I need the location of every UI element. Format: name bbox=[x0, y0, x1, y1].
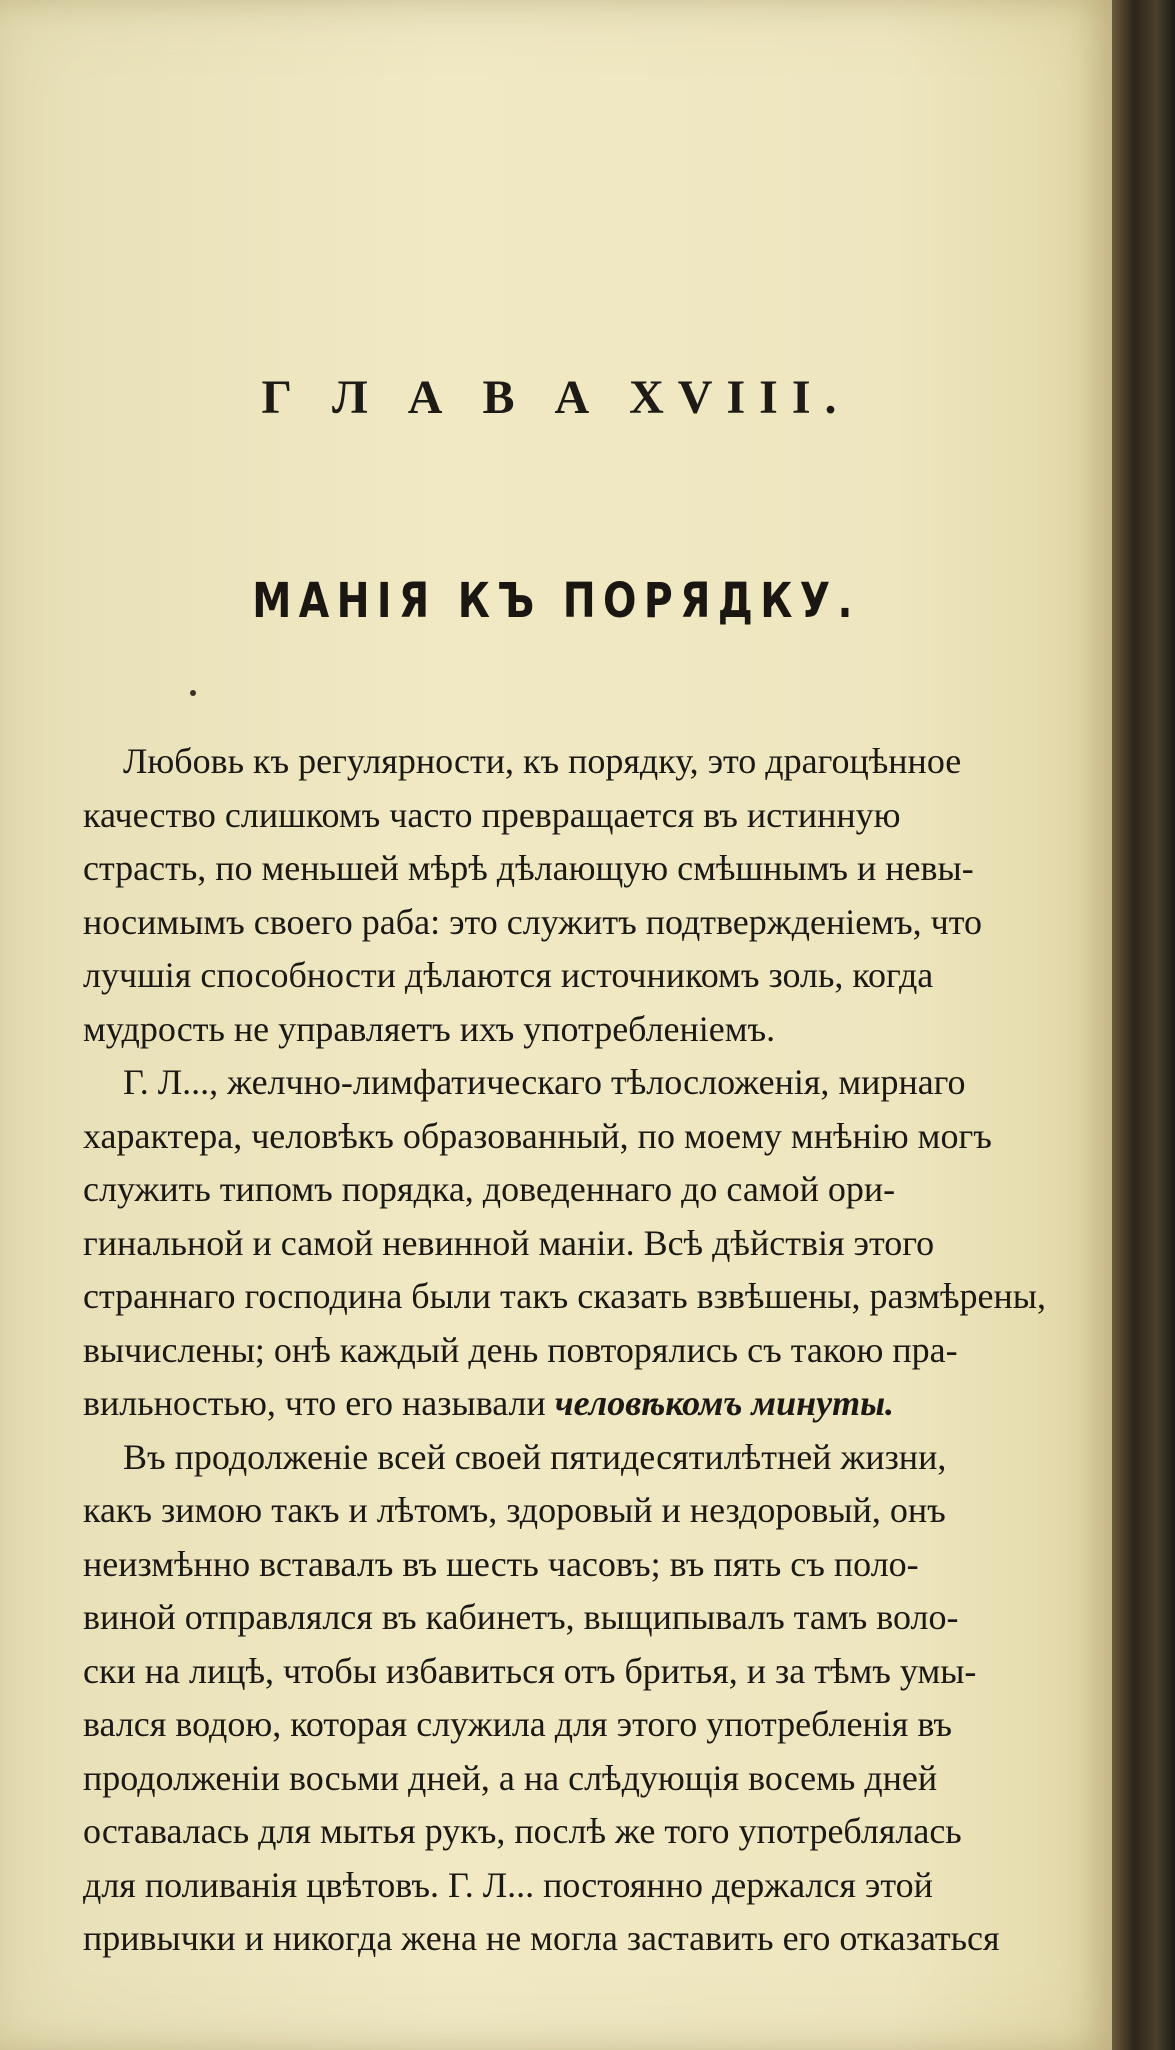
body-text bbox=[83, 735, 1112, 1966]
italic-phrase: человѣкомъ минуты. bbox=[554, 1383, 895, 1423]
text-line: Любовь къ регулярности, къ порядку, это драгоцѣнное bbox=[123, 741, 962, 781]
page-edge bbox=[1112, 0, 1175, 2050]
text-line: продолженіи восьми дней, а на слѣдующія восемь дней bbox=[83, 1757, 938, 1798]
text-line: неизмѣнно вставалъ въ шесть часовъ; въ пять съ поло- bbox=[83, 1543, 919, 1584]
text-line: вычислены; онѣ каждый день повторялись съ такою пра- bbox=[83, 1329, 958, 1370]
text-line: какъ зимою такъ и лѣтомъ, здоровый и нездоровый, онъ bbox=[83, 1490, 946, 1530]
text-line: для поливанія цвѣтовъ. Г. Л... постоянно держался этой bbox=[83, 1864, 933, 1905]
text-line: страннаго господина были такъ сказать взвѣшены, размѣрены, bbox=[83, 1276, 1046, 1316]
ink-speck bbox=[190, 690, 196, 696]
text-line: служить типомъ порядка, доведеннаго до самой ори- bbox=[83, 1169, 896, 1209]
text-line-with-italic bbox=[83, 1377, 1112, 1431]
text-line: виной отправлялся въ кабинетъ, выщипывалъ тамъ воло- bbox=[83, 1597, 959, 1637]
text-segment: вильностью, что его называли bbox=[83, 1383, 546, 1423]
text-line: характера, человѣкъ образованный, по моему мнѣнію могъ bbox=[83, 1115, 992, 1156]
chapter-title: МАНІЯ КЪ ПОРЯДКУ. bbox=[252, 573, 860, 629]
text-line: страсть, по меньшей мѣрѣ дѣлающую смѣшнымъ и невы- bbox=[83, 848, 974, 888]
text-line: оставалась для мытья рукъ, послѣ же того употреблялась bbox=[83, 1811, 962, 1851]
text-line: Въ продолженіе всей своей пятидесятилѣтней жизни, bbox=[123, 1436, 947, 1477]
text-line: вался водою, которая служила для этого употребленія въ bbox=[83, 1704, 953, 1744]
text-line: мудрость не управляетъ ихъ употребленіемъ. bbox=[83, 1008, 776, 1049]
text-line: носимымъ своего раба: это служитъ подтвержденіемъ, что bbox=[83, 901, 982, 942]
text-line: Г. Л..., желчно-лимфатическаго тѣлосложенія, мирнаго bbox=[123, 1062, 966, 1102]
text-line: гинальной и самой невинной маніи. Всѣ дѣйствія этого bbox=[83, 1222, 935, 1263]
chapter-heading: Г Л А В А XVIII. bbox=[261, 371, 851, 424]
text-line: ски на лицѣ, чтобы избавиться отъ бритья, и за тѣмъ умы- bbox=[83, 1650, 977, 1691]
text-line: привычки и никогда жена не могла заставить его отказаться bbox=[83, 1918, 1000, 1958]
text-line: лучшія способности дѣлаются источникомъ золь, когда bbox=[83, 955, 934, 995]
text-line: качество слишкомъ часто превращается въ истинную bbox=[83, 794, 901, 835]
